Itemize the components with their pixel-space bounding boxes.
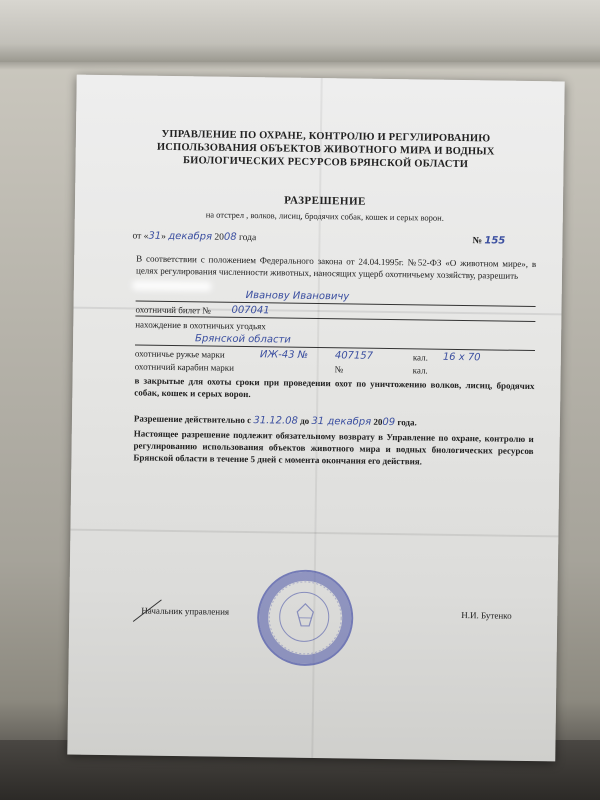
date-line: [132, 230, 532, 247]
rifle-label: охотничье ружье марки: [134, 348, 225, 360]
seal-emblem-icon: [259, 571, 352, 664]
signer-name: Н.И. Бутенко: [461, 610, 512, 621]
official-seal-icon: [257, 569, 354, 666]
valid-suffix: года.: [395, 417, 417, 428]
hunting-ticket-value: 007041: [231, 304, 270, 317]
signer-title: Начальник управления: [141, 605, 230, 617]
agency-line: БИОЛОГИЧЕСКИХ РЕСУРСОВ БРЯНСКОЙ ОБЛАСТИ: [182, 155, 469, 171]
rifle-value: ИЖ-43 №: [259, 349, 309, 361]
valid-year: 09: [382, 416, 396, 429]
location-label: нахождение в охотничьих угодьях: [135, 319, 266, 332]
rifle-number: 407157: [334, 350, 374, 362]
intro-paragraph: В соответствии с положением Федерального закона от 24.04.1995г. №52-ФЗ «О животном мире», в целях регулирования численности животных, наносящих ущерб охотничьему хозяйству, разрешить: [135, 253, 537, 281]
location-value: Брянской области: [195, 333, 291, 346]
permit-document: [67, 75, 564, 762]
date-suffix: года: [236, 232, 257, 244]
document-subtitle: на отстрел , волков, лисиц, бродячих собак, кошек и серых ворон.: [205, 209, 444, 223]
carbine-number-label: №: [334, 364, 344, 375]
caliber-label: кал.: [412, 352, 428, 363]
carbine-label: охотничий карабин марки: [134, 361, 235, 373]
permit-number-label: №: [472, 236, 485, 247]
agency-line: ИСПОЛЬЗОВАНИЯ ОБЪЕКТОВ ЖИВОТНОГО МИРА И ВОДНЫХ: [156, 141, 495, 158]
valid-from: 31.12.08: [253, 415, 298, 427]
valid-year-prefix: 20: [371, 416, 383, 427]
hunting-ticket-label: охотничий билет №: [135, 304, 212, 316]
date-year-prefix: 20: [211, 232, 224, 243]
table-surface-top: [0, 0, 600, 62]
permit-number: [472, 235, 505, 246]
caliber-value: 16 х 70: [442, 351, 481, 364]
date-day: 31: [148, 230, 162, 242]
date-year: 08: [223, 231, 237, 243]
permit-number-value: 155: [484, 235, 506, 247]
closed-season-text: в закрытые для охоты сроки при проведении охот по уничтожению волков, лисиц, бродячих собак, кошек и серых ворон.: [134, 375, 535, 399]
valid-to: 31 декабря: [311, 415, 372, 428]
agency-line: УПРАВЛЕНИЕ ПО ОХРАНЕ, КОНТРОЛЮ И РЕГУЛИРОВАНИЮ: [161, 128, 491, 145]
name-value: Иванову Ивановичу: [245, 290, 350, 303]
agency-header: [115, 127, 536, 172]
document-title: РАЗРЕШЕНИЕ: [284, 194, 366, 208]
carbine-caliber-label: кал.: [412, 365, 428, 376]
date-mid: »: [161, 231, 169, 242]
valid-prefix: Разрешение действительно с: [133, 413, 254, 426]
return-clause: Настоящее разрешение подлежит обязательному возврату в Управление по охране, контролю и регулированию использования объектов животного мира и водных биологических ресурсов Брянской области в течение 5 дней с момента окончания его действия.: [133, 428, 534, 467]
date-month: декабря: [168, 230, 213, 243]
valid-mid: до: [297, 415, 312, 426]
date-prefix: от «: [132, 231, 149, 242]
